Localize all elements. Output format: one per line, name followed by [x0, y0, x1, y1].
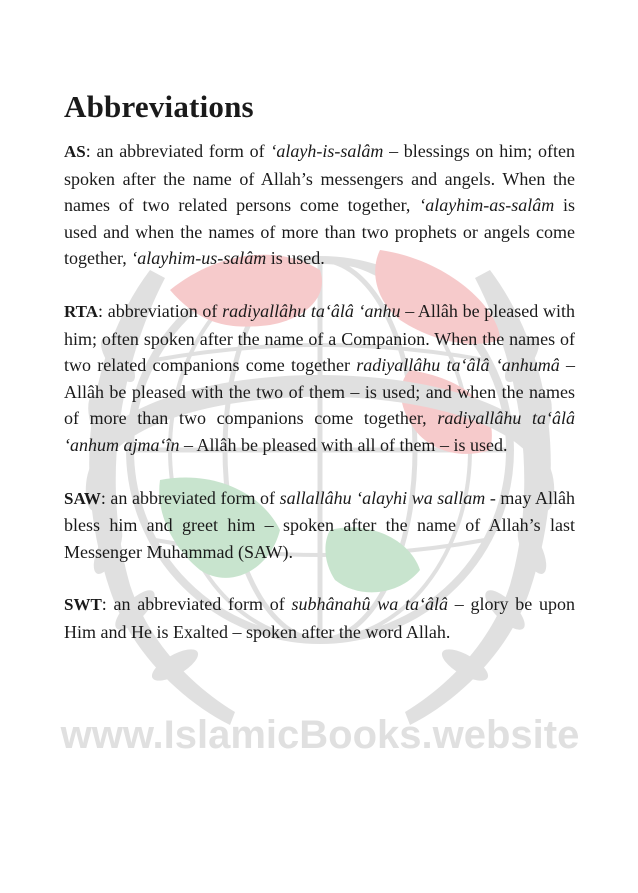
entry-swt [64, 591, 575, 645]
arabic-phrase: radiyallâhu ta‘âlâ ‘anhu [222, 300, 401, 321]
entry-text: : an abbreviated form of [85, 141, 271, 161]
entry-text: – glory be upon Him and He is Exalted – spoken after the word Allah. [64, 594, 575, 642]
entry-text: : abbreviation of [98, 300, 223, 321]
entry-text: – Allâh be pleased with all of them – is used. [179, 434, 508, 455]
entry-text: : an abbreviated form of [100, 487, 280, 508]
arabic-phrase: radiyallâhu ta‘âlâ ‘anhumâ [356, 355, 560, 376]
arabic-phrase: radiyallâhu ta‘âlâ ‘anhum ajma‘în [64, 408, 576, 455]
arabic-phrase: sallallâhu ‘alayhi wa sallam [279, 487, 486, 508]
document-body [64, 88, 575, 672]
watermark-website-text: www.IslamicBooks.website [60, 713, 580, 757]
entry-as [64, 138, 575, 272]
abbreviation-term: SAW [64, 488, 101, 508]
entry-text: - may Allâh bless him and greet him – spoken after the name of Allah’s last Messenger Muhammad ( [64, 487, 575, 562]
entry-text: – Allâh be pleased with him; often spoken after the name of a Companion. When the names of two related companions come together [64, 300, 575, 376]
page-title: Abbreviations [64, 89, 254, 124]
abbreviation-term: RTA [64, 301, 99, 321]
arabic-phrase: ‘alayh-is-salâm [270, 141, 384, 161]
entry-text: ). [282, 541, 294, 562]
inline-abbreviation: SAW [243, 541, 283, 562]
arabic-phrase: ‘alayhim-as-salâm [419, 195, 555, 216]
abbreviation-term: AS [64, 142, 86, 161]
entry-rta [64, 298, 575, 459]
arabic-phrase: subhânahû wa ta‘âlâ [291, 594, 448, 615]
abbreviation-term: SWT [64, 595, 102, 615]
entry-text: – Allâh be pleased with the two of them – is used; and when the names of more than two companions come together, [64, 355, 575, 429]
entry-text: – blessings on him; often spoken after the name of Allah’s messengers and angels. When the names of two related persons come together, [64, 141, 575, 216]
arabic-phrase: ‘alayhim-us-salâm [131, 248, 267, 269]
entry-saw [64, 485, 575, 566]
entry-text: : an abbreviated form of [101, 594, 292, 615]
entry-text: is used and when the names of more than two prophets or angels come together, [64, 195, 575, 269]
entry-text: is used. [266, 248, 325, 269]
